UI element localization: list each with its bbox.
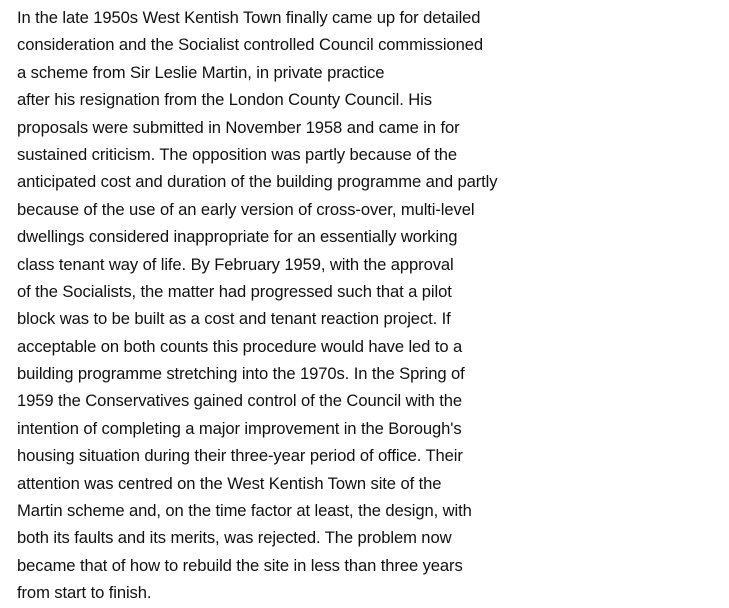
text-line: dwellings considered inappropriate for an essentially working <box>17 227 458 247</box>
text-line: class tenant way of life. By February 1959, with the approval <box>17 254 454 274</box>
text-line: housing situation during their three-year period of office. Their <box>17 446 463 466</box>
text-line: anticipated cost and duration of the building programme and partly <box>17 172 498 192</box>
text-line: because of the use of an early version of cross-over, multi-level <box>17 199 475 219</box>
text-line: In the late 1950s West Kentish Town finally came up for detailed <box>17 8 481 27</box>
text-line: attention was centred on the West Kentish Town site of the <box>17 473 442 493</box>
text-line: sustained criticism. The opposition was partly because of the <box>17 144 458 164</box>
text-line: acceptable on both counts this procedure would have led to a <box>17 336 463 356</box>
body-text <box>17 4 577 607</box>
text-line: intention of completing a major improvement in the Borough's <box>17 418 462 438</box>
text-line: consideration and the Socialist controlled Council commissioned <box>17 35 483 55</box>
text-line: from start to finish. <box>17 583 152 603</box>
text-line: block was to be built as a cost and tenant reaction project. If <box>17 309 451 329</box>
text-line: of the Socialists, the matter had progressed such that a pilot <box>17 281 452 301</box>
text-line: both its faults and its merits, was rejected. The problem now <box>17 528 452 548</box>
text-line: a scheme from Sir Leslie Martin, in private practice <box>17 62 385 82</box>
text-line: building programme stretching into the 1970s. In the Spring of <box>17 364 465 384</box>
text-line: Martin scheme and, on the time factor at least, the design, with <box>17 501 472 521</box>
text-line: proposals were submitted in November 1958 and came in for <box>17 117 460 137</box>
text-line: after his resignation from the London County Council. His <box>17 90 432 110</box>
text-line: became that of how to rebuild the site in less than three years <box>17 555 463 575</box>
text-line: 1959 the Conservatives gained control of the Council with the <box>17 391 462 411</box>
